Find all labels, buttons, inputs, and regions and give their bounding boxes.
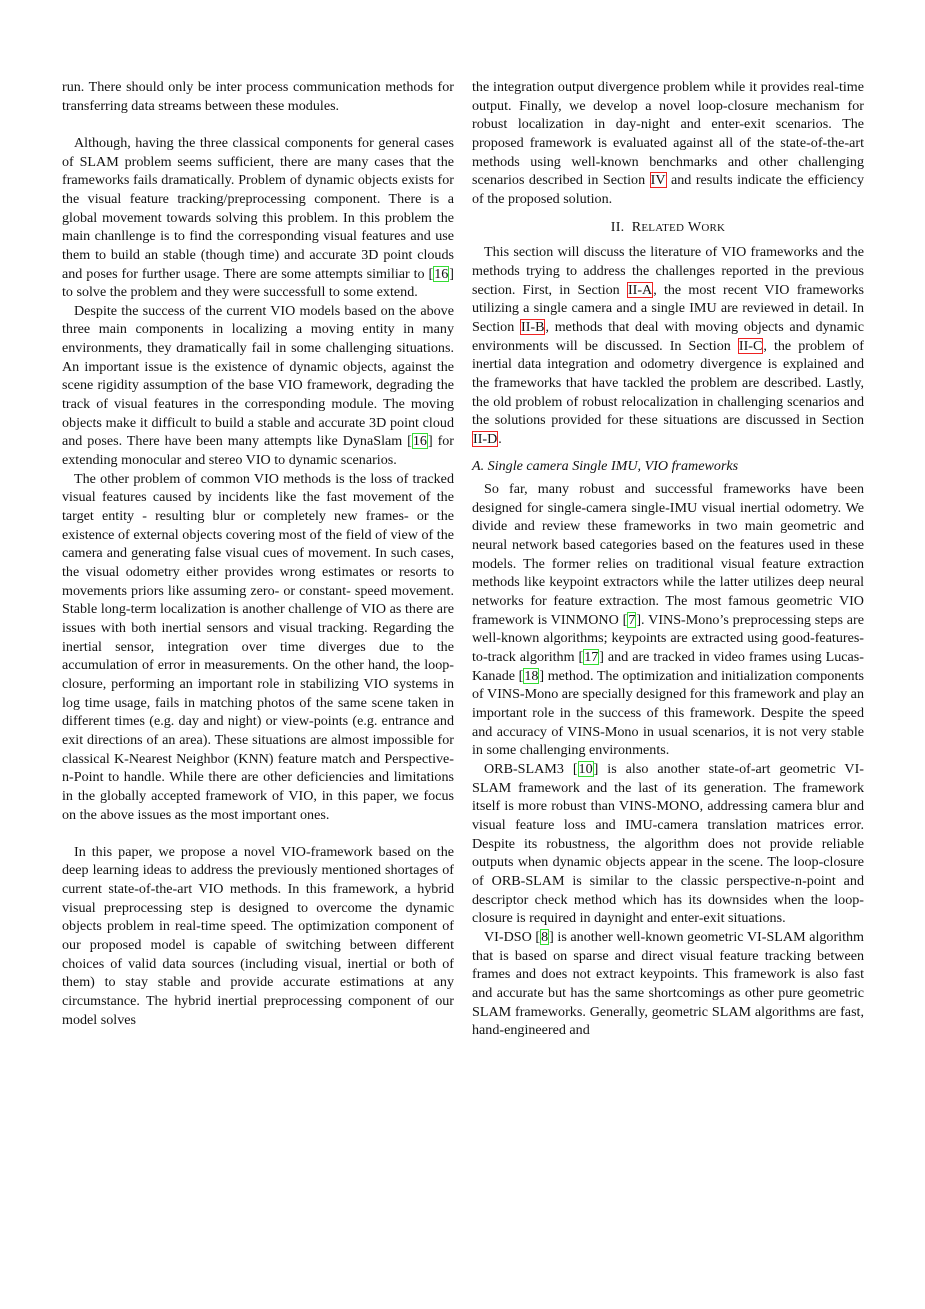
section-link-ii-b[interactable]: II-B	[521, 318, 545, 335]
paragraph-text: , methods that deal with moving objects and dynamic environments will be discussed. In Section	[472, 318, 864, 354]
paragraph-text: ] for extending monocular and stereo VIO to dynamic scenarios.	[62, 433, 455, 469]
paragraph-vi-dso	[472, 928, 864, 1040]
paragraph-text: ] is another well-known geometric VI-SLAM algorithm that is based on sparse and direct visual feature tracking between frames and does not extract keypoints. This framework is also fast and accurate but has the same shortcomings as other pure geometric SLAM frameworks. Generally, geometric SLAM algorithms are fast, hand-engineered and	[472, 928, 864, 1039]
paragraph-text: This section will discuss the literature of VIO frameworks and the methods trying to address the challenges reported in the previous section. First, in Section	[472, 244, 864, 298]
paragraph-text: ORB-SLAM3 [	[484, 760, 578, 777]
section-title-letter: W	[687, 218, 702, 235]
section-heading-related-work	[472, 218, 864, 238]
paragraph-text: ]. VINS-Mono’s preprocessing steps are well-known algorithms; keypoints are extracted using good-features-to-track algorithm [	[472, 611, 865, 666]
paragraph-text: and results indicate the efficiency of the proposed solution.	[472, 172, 864, 207]
paragraph-text: , the problem of inertial data integration and odometry divergence is explained and the frameworks that have tackled the problem are described. Lastly, the old problem of robust relocalization in challenging scenarios and the solutions provided for these situations are discussed in Section	[472, 337, 864, 429]
section-title-smallcaps: ELATED	[641, 221, 685, 234]
paragraph-feature-loss: The other problem of common VIO methods is the loss of tracked visual features caused by incidents like the fast movement of the target entity - resulting blur or completely new frames- or the existence of external objects covering most of the field of view of the camera and generating false visual cues of movement. In such cases, the visual odometry either provides wrong estimates or resorts to movements priors like assuming zero- or constant- speed movement. Stable long-term localization is another challenge of VIO as there are issues with both inertial sensors and visual tracking. Regarding the inertial sensor, integration over time diverges due to the accumulation of error in measurements. On the other hand, the loop-closure, performing an important role in stabilizing VIO systems in log time usage, fails in matching photos of the same scene taken in different times (e.g. day and night) or view-points (e.g. entrance and exit directions of an area). These situations are almost impossible for classical K-Nearest Neighbor (KNN) feature match and Perspective-n-Point to handle. While there are other deficiencies and limitations in the globally accepted framework of VIO, in this paper, we focus on the above issues as the most important ones.	[62, 470, 454, 823]
paragraph-text: ] is also another state-of-art geometric VI-SLAM framework and the last of its generation. The framework itself is more robust than VINS-MONO, addressing camera blur and visual feature loss and IMU-camera translation matrices error. Despite its robustness, the algorithm does not provide reliable outputs when dynamic objects appear in the scene. The loop-closure of ORB-SLAM is similar to the classic perspective-n-point and descriptor check method which has its downsides when the loop-closure is required in daynight and enter-exit situations.	[472, 760, 864, 927]
left-column	[62, 78, 454, 1040]
section-number: II.	[610, 218, 625, 235]
citation-link-18[interactable]: 18	[524, 667, 539, 684]
citation-link-16[interactable]: 16	[434, 265, 449, 282]
section-title-smallcaps: ORK	[701, 221, 726, 234]
section-link-ii-c[interactable]: II-C	[738, 337, 763, 354]
paragraph-text: the integration output divergence problem while it provides real-time output. Finally, we develop a novel loop-closure mechanism for robust localization in day-night and enter-exit scenarios. The proposed framework is evaluated against all of the state-of-the-art methods using well-known benchmarks and other challenging scenarios described in Section	[472, 79, 864, 189]
subsection-heading-single-camera: A. Single camera Single IMU, VIO frameworks	[472, 458, 739, 475]
paragraph-text: ] method. The optimization and initialization components of VINS-Mono are specially designed for this framework and play an important role in the success of this framework. Despite the speed and accuracy of VINS-Mono in usual scenarios, it is not very stable in some challenging environments.	[472, 667, 865, 759]
right-column	[472, 78, 864, 1040]
citation-link-10[interactable]: 10	[578, 760, 593, 777]
paragraph-proposal: In this paper, we propose a novel VIO-framework based on the deep learning ideas to address the previously mentioned shortages of current state-of-the-art VIO methods. In this framework, a hybrid visual preprocessing step is designed to overcome the dynamic objects problem in real-time speed. The optimization component of our proposed model is capable of switching between different choices of valid data sources (including visual, inertial or both of them) to stay stable and provide accurate estimations at any circumstance. The hybrid inertial preprocessing component of our model solves	[62, 843, 454, 1028]
citation-link-17[interactable]: 17	[584, 649, 599, 666]
paper-page	[62, 78, 864, 1040]
section-link-ii-a[interactable]: II-A	[627, 281, 653, 298]
paragraph-continuation: run. There should only be inter process communication methods for transferring data streams between these modules.	[62, 79, 454, 114]
paragraph-vins-mono	[472, 480, 864, 760]
paragraph-text: ] and are tracked in video frames using Lucas-Kanade [	[472, 649, 864, 684]
section-title-letter: R	[631, 218, 642, 235]
citation-link-7[interactable]: 7	[628, 611, 636, 628]
paragraph-slam-failures	[62, 134, 454, 302]
paragraph-text: , the most recent VIO frameworks utilizing a single camera and a single IMU are reviewed in detail. In Section	[472, 281, 865, 335]
paragraph-section-overview	[472, 243, 864, 448]
paragraph-contribution-continuation	[472, 78, 864, 209]
paragraph-dynamic-objects	[62, 302, 454, 470]
paragraph-orb-slam3	[472, 760, 864, 928]
citation-link-8[interactable]: 8	[541, 928, 549, 945]
citation-link-16[interactable]: 16	[412, 433, 427, 450]
paragraph-text: .	[498, 430, 502, 447]
paragraph-text: Despite the success of the current VIO models based on the above three main components in localizing a moving entity in many environments, they dramatically fail in some challenging situations. An important issue is the existence of dynamic objects, against the scene rigidity assumption of the base VIO framework, degrading the track of visual features in the corresponding module. The moving objects make it difficult to build a stable and accurate 3D point cloud and poses. There have been many attempts like DynaSlam [	[62, 302, 454, 450]
paragraph-text: So far, many robust and successful frameworks have been designed for single-camera single-IMU visual inertial odometry. We divide and review these frameworks in two main geometric and neural network based categories based on the features used in these models. The former relies on traditional visual feature extraction methods like keypoint extractors while the latter utilizes deep neural networks for feature extraction. The most famous geometric VIO framework is VINMONO [	[472, 481, 864, 628]
paragraph-text: VI-DSO [	[484, 928, 541, 945]
paragraph-text: Although, having the three classical components for general cases of SLAM problem seems sufficient, there are many cases that the frameworks fails dramatically. Problem of dynamic objects exists for the visual feature tracking/preprocessing component. There is a global movement towards solving this problem. In this problem the main chanllenge is to find the corresponding visual features and use them to build an stable (though time) and accurate 3D point clouds and poses for further usage. There are some attempts similiar to [	[62, 134, 454, 282]
section-link-ii-d[interactable]: II-D	[473, 430, 498, 447]
section-link-iv[interactable]: IV	[650, 172, 666, 189]
paragraph-text: ] to solve the problem and they were successfull to some extend.	[62, 265, 454, 301]
